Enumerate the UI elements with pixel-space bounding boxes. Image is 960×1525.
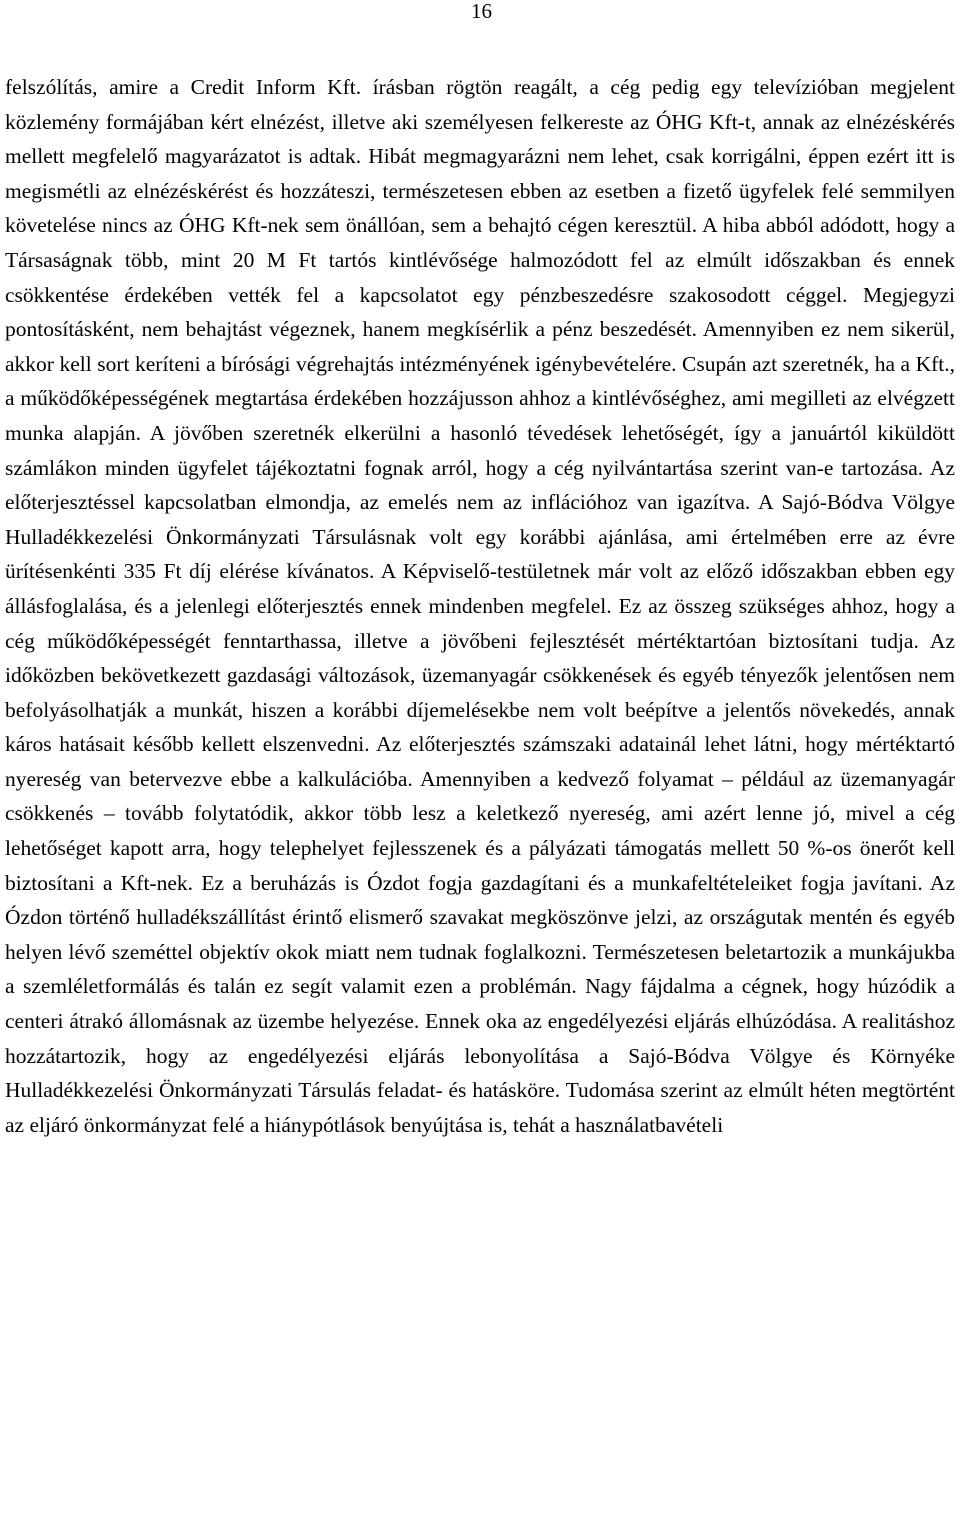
body-paragraph [5,70,955,1142]
page-number: 16 [471,0,492,23]
body-text-part-2: A hiba abból adódott, hogy a Társaságnak több, mint 20 M Ft tartós kintlévősége halmozódott fel az elmúlt időszakban és ennek csökkentése érdekében vették fel a kapcsolatot egy pénzbeszedésre szakosodott céggel. Megjegyzi pontosításként, nem behajtást végeznek, hanem megkísérlik a pénz beszedését. Amennyiben ez nem sikerül, akkor kell sort keríteni a bírósági végrehajtás intézményének igénybevételére. Csupán azt szeretnék, ha a Kft., a működőképességének megtartása érdekében hozzájusson ahhoz a kintlévőséghez, ami megilleti az elvégzett munka alapján. A jövőben szeretnék elkerülni a hasonló tévedések lehetőségét, így a januártól kiküldött számlákon minden ügyfelet tájékoztatni fognak arról, hogy a cég nyilvántartása szerint van-e tartozása. Az előterjesztéssel kapcsolatban elmondja, az emelés nem az inflációhoz van igazítva. A Sajó-Bódva Völgye Hulladékkezelési Önkormányzati Társulásnak volt egy korábbi ajánlása, ami értelmében erre az évre ürítésenkénti 335 Ft díj elérése kívánatos. A Képviselő-testületnek már volt az előző időszakban ebben egy állásfoglalása, és a jelenlegi előterjesztés ennek mindenben megfelel. Ez az összeg szükséges ahhoz, hogy a cég működőképességét fenntarthassa, illetve a jövőbeni fejlesztését mértéktartóan biztosítani tudja. Az időközben bekövetkezett gazdasági változások, üzemanyagár csökkenések és egyéb tényezők jelentősen nem befolyásolhatják a munkát, hiszen a korábbi díjemelésekbe nem volt beépítve a jelentős növekedés, annak káros hatásait később kellett elszenvedni. Az előterjesztés számszaki adatainál lehet látni, hogy mértéktartó nyereség van betervezve ebbe a kalkulációba. Amennyiben a kedvező folyamat – például az üzemanyagár csökkenés – tovább folytatódik, akkor több lesz a keletkező nyereség, ami azért lenne jó, mivel a cég lehetőséget kapott arra, hogy telephelyet fejlesszenek és a pályázati támogatás mellett 50 %-os önerőt kell biztosítani a Kft-nek. Ez a beruházás is Ózdot fogja gazdagítani és a munkafeltételeiket fogja javítani. Az Ózdon történő hulladékszállítást érintő elismerő szavakat megköszönve jelzi, az országutak mentén és egyéb helyen lévő szeméttel objektív okok miatt nem tudnak foglalkozni. Természetesen beletartozik a munkájukba a szemléletformálás és talán ez segít valamit ezen a problémán. Nagy fájdalma a cégnek, hogy húzódik a centeri átrakó állomásnak az üzembe helyezése. Ennek oka az engedélyezési eljárás elhúzódása. A realitáshoz hozzátartozik, hogy az engedélyezési eljárás lebonyolítása a Sajó-Bódva Völgye és Környéke Hulladékkezelési Önkormányzati Társulás feladat- és hatásköre. Tudomása szerint az elmúlt héten megtörtént az eljáró önkormányzat felé a hiánypótlások benyújtása is, tehát a használatbavételi [5,213,956,1137]
body-text-part-1: felszólítás, amire a Credit Inform Kft. írásban rögtön reagált, a cég pedig egy televízióban megjelent közlemény formájában kért elnézést, illetve aki személyesen felkereste az ÓHG Kft-t, annak az elnézéskérés mellett megfelelő magyarázatot is adtak. Hibát megmagyarázni nem lehet, csak korrigálni, éppen ezért itt is megismétli az elnézéskérést és hozzáteszi, természetesen ebben az esetben a fizető ügyfelek felé semmilyen követelése nincs az ÓHG Kft-nek sem önállóan, sem a behajtó cégen keresztül. [5,75,955,238]
